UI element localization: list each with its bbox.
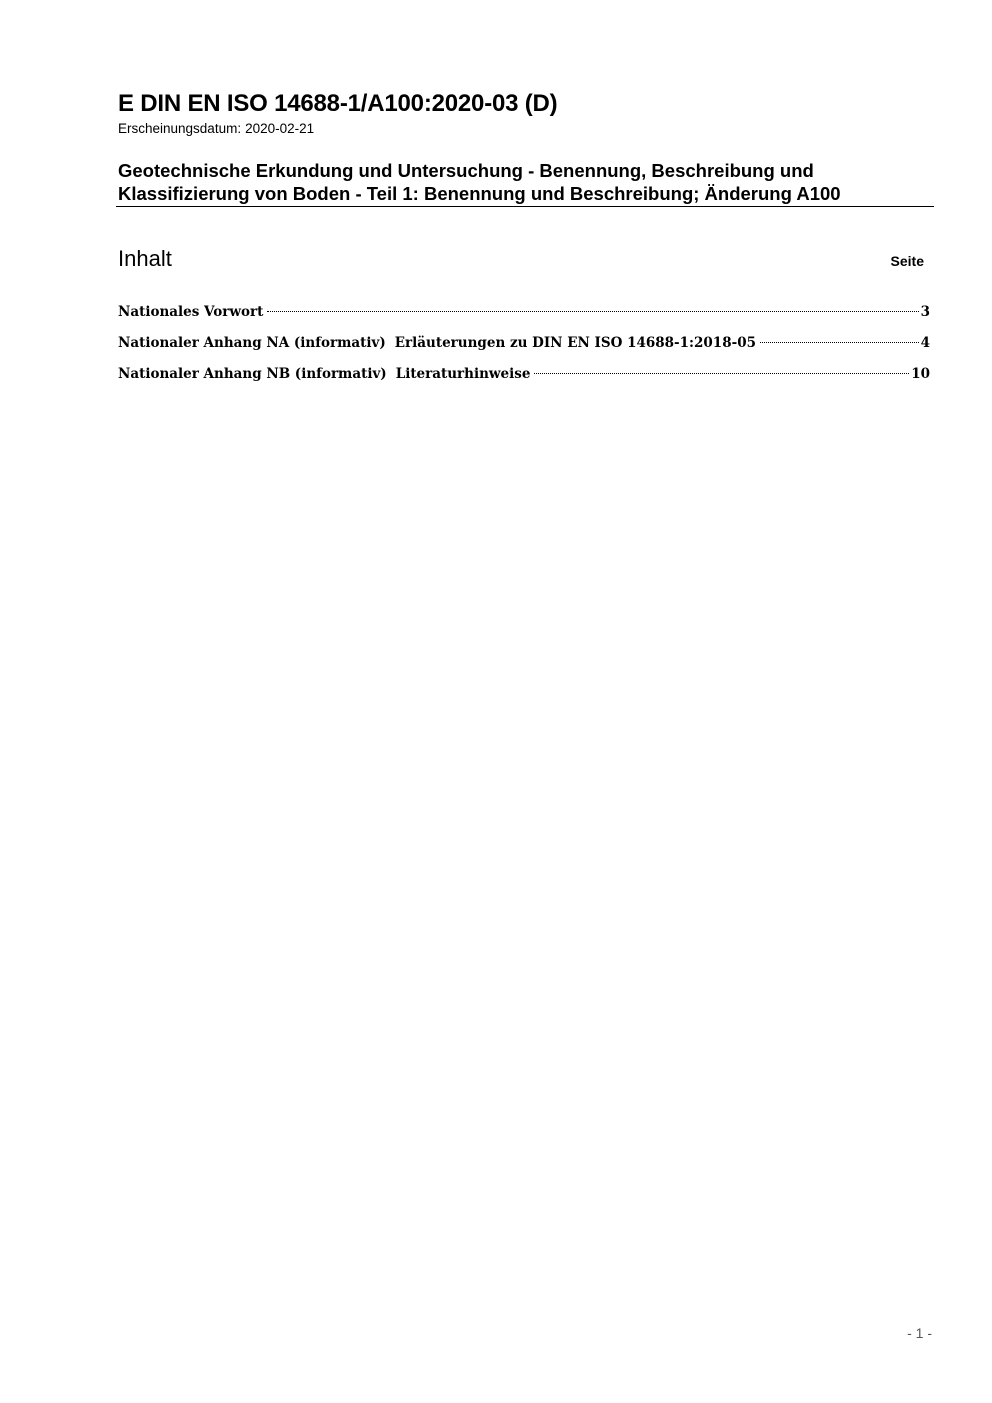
toc-entry[interactable]: [118, 333, 930, 364]
title-divider: [116, 206, 934, 207]
table-of-contents: [118, 302, 930, 395]
toc-entry-page: 10: [911, 366, 930, 382]
toc-leader-dots: [534, 373, 909, 374]
toc-entry-subtitle: Erläuterungen zu DIN EN ISO 14688-1:2018-05: [394, 335, 756, 351]
publication-date-value: 2020-02-21: [245, 121, 315, 136]
document-id: E DIN EN ISO 14688-1/A100:2020-03 (D): [118, 90, 558, 117]
toc-entry-page: 4: [920, 335, 930, 351]
toc-entry[interactable]: [118, 364, 930, 395]
toc-leader-dots: [760, 342, 919, 343]
toc-entry-label: Nationaler Anhang NA (informativ): [118, 335, 386, 351]
publication-date: [118, 121, 314, 136]
document-title: Geotechnische Erkundung und Untersuchung - Benennung, Beschreibung und Klassifizierung von Boden - Teil 1: Benennung und Beschreibung; Änderung A100: [118, 160, 841, 204]
toc-entry-label: Nationales Vorwort: [118, 304, 264, 320]
toc-heading: Inhalt: [118, 246, 172, 271]
toc-leader-dots: [267, 311, 918, 312]
toc-entry[interactable]: [118, 302, 930, 333]
toc-page-column-heading: Seite: [890, 253, 924, 269]
toc-entry-page: 3: [920, 304, 930, 320]
toc-entry-subtitle: Literaturhinweise: [395, 366, 531, 382]
toc-entry-label: Nationaler Anhang NB (informativ): [118, 366, 387, 382]
page-number: - 1 -: [907, 1325, 932, 1341]
publication-date-label: Erscheinungsdatum:: [118, 121, 242, 136]
